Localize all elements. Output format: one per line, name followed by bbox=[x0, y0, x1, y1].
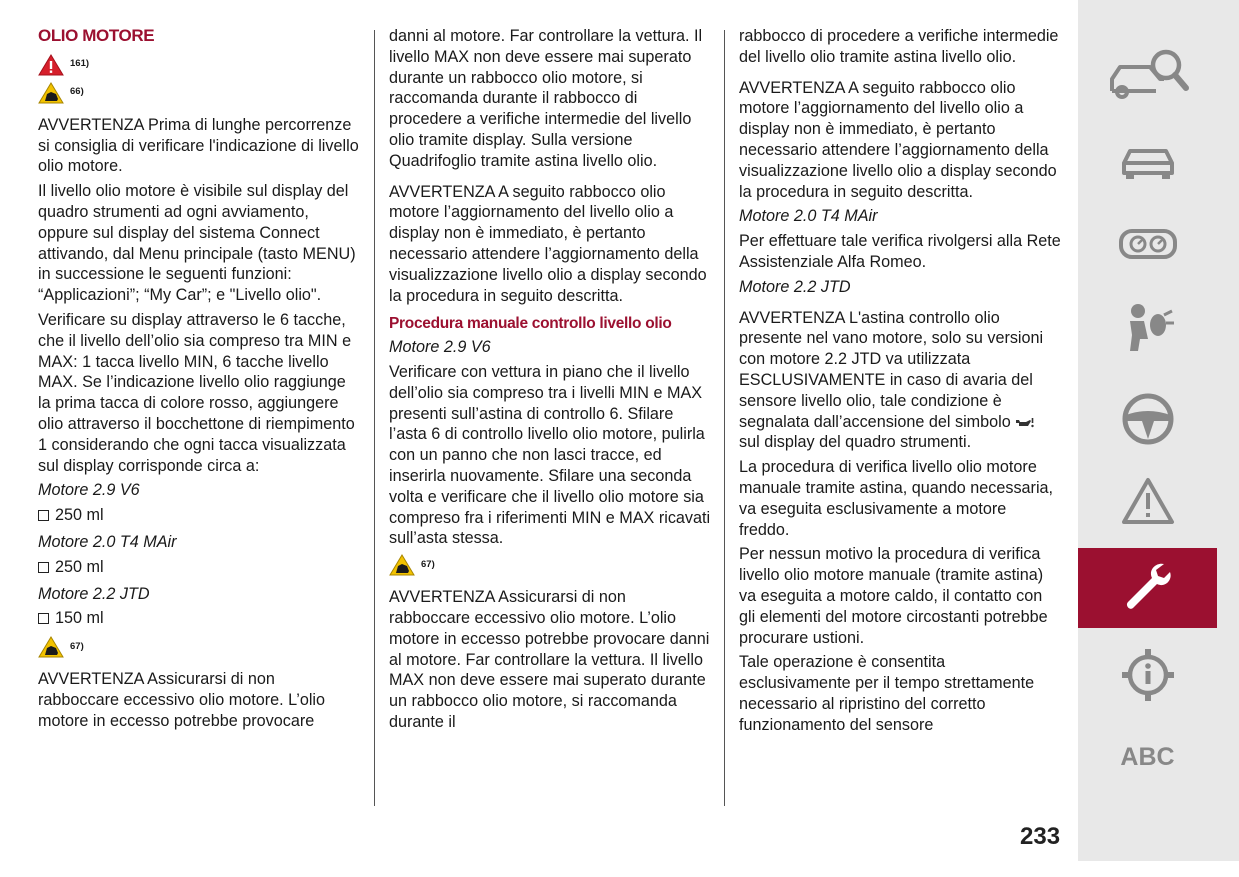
paragraph: Il livello olio motore è visibile sul display del quadro strumenti ad ogni avviamento, oppure sul display del sistema Connect attivando, dal Menu principale (tasto MENU) in successione le seguenti funzioni: “Applicazioni”; “My Car”; e "Livello olio". bbox=[38, 182, 356, 305]
car-search-icon bbox=[1106, 45, 1190, 109]
quantity-value: 250 ml bbox=[55, 506, 104, 525]
paragraph: La procedura di verifica livello olio motore manuale tramite astina, quando necessaria, va eseguita esclusivamente a motore freddo. bbox=[739, 458, 1054, 539]
column-2 bbox=[389, 26, 711, 737]
danger-triangle-icon bbox=[38, 54, 64, 76]
quantity-item bbox=[38, 505, 360, 526]
caution-hand-icon bbox=[38, 636, 64, 658]
chapter-tab-driving[interactable] bbox=[1078, 380, 1217, 458]
engine-label: Motore 2.9 V6 bbox=[38, 481, 140, 500]
engine-label: Motore 2.0 T4 MAir bbox=[739, 207, 878, 226]
airbag-passenger-icon bbox=[1118, 301, 1178, 357]
chapter-tab-car-overview[interactable] bbox=[1078, 122, 1217, 200]
warning-triangle-icon bbox=[1120, 476, 1176, 526]
caution-reference bbox=[389, 553, 711, 577]
engine-label: Motore 2.9 V6 bbox=[389, 338, 491, 357]
paragraph: AVVERTENZA A seguito rabbocco olio motore l’aggiornamento del livello olio a display non è immediato, è pertanto necessario attendere l’aggiornamento della visualizzazione livello olio a display secondo la procedura in seguito descritta. bbox=[389, 182, 707, 305]
section-title: OLIO MOTORE bbox=[38, 26, 155, 45]
paragraph: danni al motore. Far controllare la vettura. Il livello MAX non deve essere mai superato durante un rabbocco olio motore, si raccomanda durante il rabbocco di procedere a verifiche intermedie del livello olio tramite display. Sulla versione Quadrifoglio tramite astina livello olio. bbox=[389, 27, 703, 170]
gear-info-icon bbox=[1119, 646, 1177, 704]
caution-reference-number[interactable]: 67) bbox=[70, 640, 84, 652]
paragraph bbox=[739, 308, 1061, 454]
oil-level-warning-icon bbox=[1015, 417, 1035, 428]
paragraph: Per nessun motivo la procedura di verifica livello olio motore manuale (tramite astina) va eseguita a motore caldo, il contatto con gli elementi del motore circostanti potrebbe procurare ustioni. bbox=[739, 545, 1048, 647]
chapter-tab-instruments[interactable] bbox=[1078, 205, 1217, 283]
checkbox-bullet-icon bbox=[38, 613, 49, 624]
paragraph: Verificare su display attraverso le 6 tacche, che il livello dell’olio sia compreso tra MIN e MAX: 1 tacca livello MIN, 6 tacche livello MAX. Se l’indicazione livello olio raggiunge la prima tacca di colore rosso, aggiungere olio attraverso il bocchettone di riempimento 1 considerando che ogni tacca visualizzata sul display corrisponde circa a: bbox=[38, 310, 355, 475]
paragraph: AVVERTENZA Assicurarsi di non rabboccare eccessivo olio motore. L’olio motore in eccesso potrebbe provocare danni al motore. Far controllare la vettura. Il livello MAX non deve essere mai superato durante un rabbocco olio motore, si raccomanda durante il bbox=[389, 588, 710, 731]
wrench-icon bbox=[1120, 558, 1176, 618]
index-label: ABC bbox=[1120, 742, 1175, 771]
paragraph-text: sul display del quadro strumenti. bbox=[739, 433, 972, 452]
paragraph: AVVERTENZA A seguito rabbocco olio motore l’aggiornamento del livello olio a display non è immediato, è pertanto necessario attendere l’aggiornamento della visualizzazione livello olio a display secondo la procedura in seguito descritta. bbox=[739, 78, 1057, 201]
caution-reference-number[interactable]: 67) bbox=[421, 558, 435, 570]
caution-reference bbox=[38, 635, 360, 659]
chapter-tab-knowing-the-car[interactable] bbox=[1078, 38, 1217, 116]
paragraph: Per effettuare tale verifica rivolgersi alla Rete Assistenziale Alfa Romeo. bbox=[739, 232, 1061, 271]
quantity-item bbox=[38, 608, 360, 629]
dashboard-gauges-icon bbox=[1118, 226, 1178, 262]
steering-wheel-icon bbox=[1120, 391, 1176, 447]
quantity-value: 250 ml bbox=[55, 557, 104, 576]
chapter-tab-emergency[interactable] bbox=[1078, 462, 1217, 540]
column-1 bbox=[38, 26, 360, 736]
caution-hand-icon bbox=[38, 82, 64, 104]
chapter-tab-servicing-active[interactable] bbox=[1078, 548, 1217, 628]
engine-label: Motore 2.2 JTD bbox=[38, 584, 150, 603]
column-divider bbox=[374, 30, 375, 806]
paragraph: Tale operazione è consentita esclusivamente per il tempo strettamente necessario al ripristino del corretto funzionamento del sensore bbox=[739, 653, 1035, 734]
caution-hand-icon bbox=[389, 554, 415, 576]
paragraph: AVVERTENZA Prima di lunghe percorrenze si consiglia di verificare l'indicazione di livello olio motore. bbox=[38, 115, 359, 176]
paragraph: rabbocco di procedere a verifiche intermedie del livello olio tramite astina livello olio. bbox=[739, 27, 1059, 66]
chapter-tab-technical-data[interactable] bbox=[1078, 636, 1217, 714]
column-3 bbox=[739, 26, 1061, 740]
quantity-item bbox=[38, 557, 360, 578]
caution-reference-number[interactable]: 66) bbox=[70, 86, 84, 98]
engine-label: Motore 2.2 JTD bbox=[739, 277, 851, 296]
warning-reference-number[interactable]: 161) bbox=[70, 58, 90, 70]
paragraph-text: AVVERTENZA L'astina controllo olio presente nel vano motore, solo su versioni con motore 2.2 JTD va utilizzata ESCLUSIVAMENTE in caso di avaria del sensore livello olio, tale condizione è segnalata dall’accensione del simbolo bbox=[739, 308, 1044, 431]
paragraph: AVVERTENZA Assicurarsi di non rabboccare eccessivo olio motore. L’olio motore in eccesso potrebbe provocare bbox=[38, 670, 326, 730]
page-number: 233 bbox=[1020, 823, 1061, 850]
engine-label: Motore 2.0 T4 MAir bbox=[38, 532, 177, 551]
caution-reference bbox=[38, 81, 360, 105]
column-divider bbox=[724, 30, 725, 806]
warning-reference bbox=[38, 53, 360, 77]
chapter-sidebar bbox=[1078, 0, 1239, 861]
subsection-title: Procedura manuale controllo livello olio bbox=[389, 315, 672, 333]
chapter-tab-safety[interactable] bbox=[1078, 290, 1217, 368]
car-icon bbox=[1118, 139, 1178, 183]
chapter-tab-index[interactable] bbox=[1078, 718, 1217, 796]
checkbox-bullet-icon bbox=[38, 562, 49, 573]
paragraph: Verificare con vettura in piano che il livello dell’olio sia compreso tra i livelli MIN e MAX presenti sull’astina di controllo 6. Sfilare l’asta 6 di controllo livello olio motore, pulirla con un panno che non lasci tracce, ed inserirla nuovamente. Sfilare una seconda volta e verificare che il livello olio motore sia compreso fra i riferimenti MIN e MAX ricavati sull’asta stessa. bbox=[389, 362, 711, 548]
quantity-value: 150 ml bbox=[55, 609, 104, 628]
checkbox-bullet-icon bbox=[38, 510, 49, 521]
